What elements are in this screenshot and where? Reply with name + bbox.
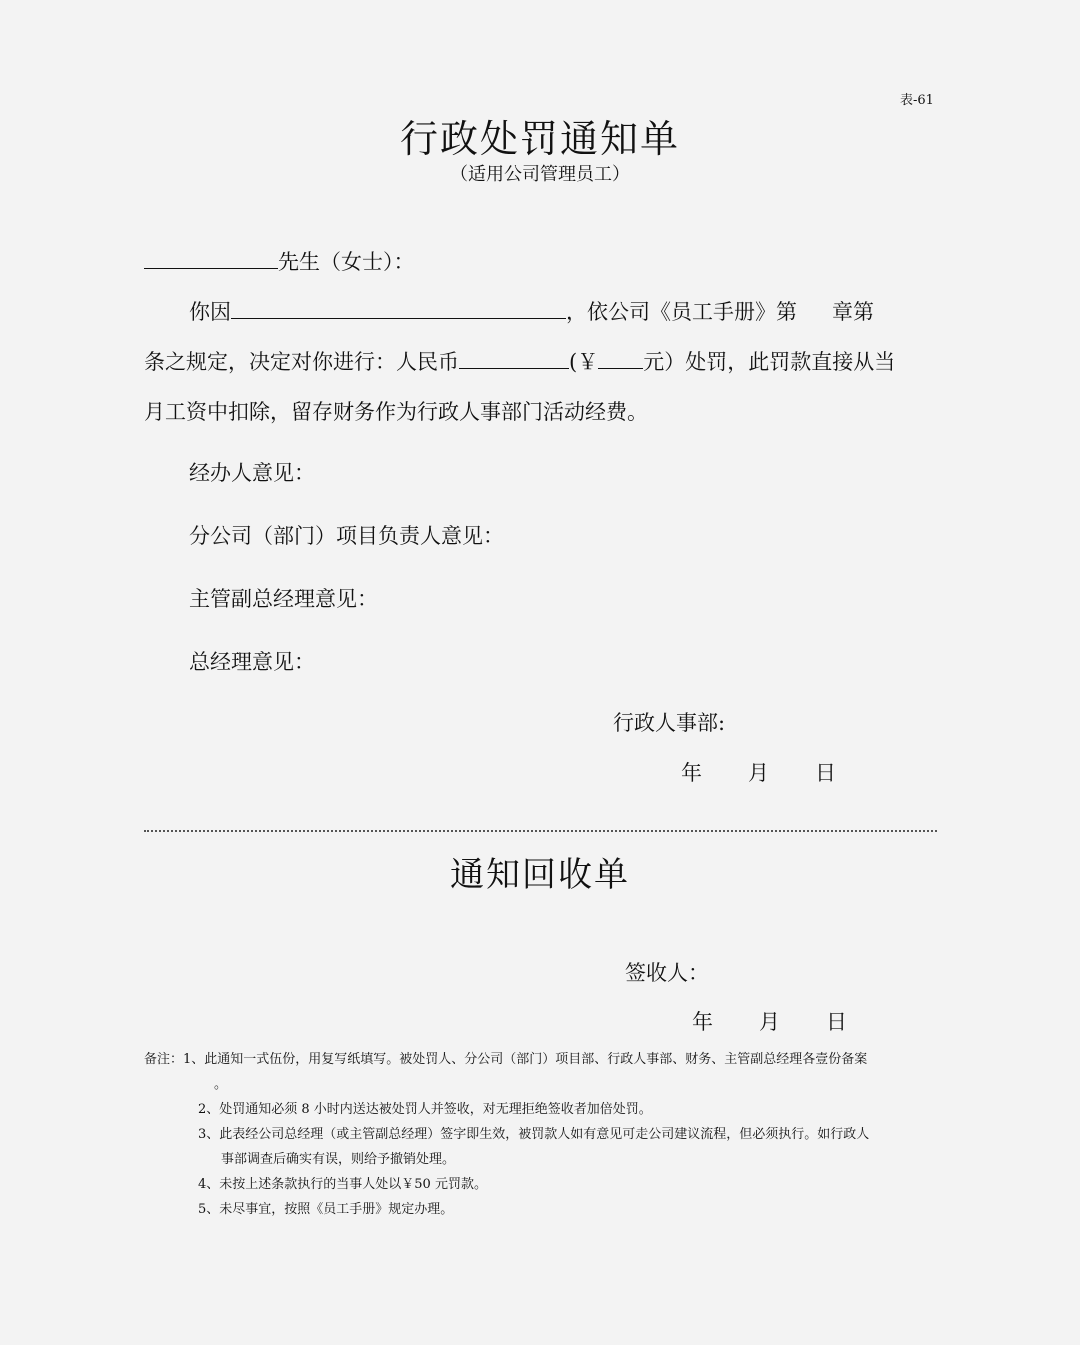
- handbook-ref: ，依公司《员工手册》第: [566, 300, 797, 324]
- yuan-open: (￥: [569, 350, 599, 374]
- deputy-opinion: 主管副总经理意见：: [189, 587, 378, 611]
- note-1: 备注：1、此通知一式伍份，用复写纸填写。被处罚人、分公司（部门）项目部、行政人事部、财务、主管副总经理各壹份备案: [144, 1052, 868, 1067]
- amount-rmb-blank[interactable]: [459, 350, 569, 369]
- handler-opinion: 经办人意见：: [189, 461, 315, 485]
- name-blank[interactable]: [144, 250, 278, 269]
- receipt-title: 通知回收单: [450, 855, 630, 895]
- note-3: 3、此表经公司总经理（或主管副总经理）签字即生效，被罚款人如有意见可走公司建议流程，但必须执行。如行政人: [198, 1127, 870, 1142]
- date-day: 日: [815, 761, 836, 785]
- reason-blank[interactable]: [231, 300, 566, 319]
- note-1-cont: 。: [214, 1077, 228, 1092]
- page-subtitle: （适用公司管理员工）: [450, 164, 630, 185]
- salutation-text: 先生（女士）：: [278, 250, 415, 274]
- amount-number-blank[interactable]: [598, 350, 643, 369]
- signee-label: 签收人：: [625, 961, 709, 985]
- note-5: 5、未尽事宜，按照《员工手册》规定办理。: [198, 1202, 454, 1217]
- body-line-2: [144, 346, 895, 376]
- gm-opinion: 总经理意见：: [189, 650, 315, 674]
- receipt-date-day: 日: [826, 1010, 847, 1034]
- note-4: 4、未按上述条款执行的当事人处以￥50 元罚款。: [198, 1177, 487, 1192]
- chapter-text: 章第: [832, 300, 874, 324]
- salutation-line: [144, 246, 415, 276]
- branch-opinion: 分公司（部门）项目负责人意见：: [189, 524, 504, 548]
- receipt-date-year: 年: [692, 1010, 713, 1034]
- date-year: 年: [681, 761, 702, 785]
- body-line-1: [189, 296, 874, 326]
- reason-prefix: 你因: [189, 300, 231, 324]
- penalty-prefix: 条之规定，决定对你进行：人民币: [144, 350, 459, 374]
- receipt-date-month: 月: [759, 1010, 780, 1034]
- cut-line-divider: [144, 830, 937, 832]
- note-3-cont: 事部调查后确实有误，则给予撤销处理。: [221, 1152, 456, 1167]
- page-title: 行政处罚通知单: [399, 117, 680, 161]
- body-line-3: 月工资中扣除，留存财务作为行政人事部门活动经费。: [144, 400, 648, 424]
- date-month: 月: [748, 761, 769, 785]
- note-2: 2、处罚通知必须 8 小时内送达被处罚人并签收，对无理拒绝签收者加倍处罚。: [198, 1102, 652, 1117]
- form-number: 表-61: [900, 93, 934, 108]
- dept-signature: 行政人事部:: [613, 711, 726, 735]
- penalty-suffix: 元）处罚，此罚款直接从当: [643, 350, 896, 374]
